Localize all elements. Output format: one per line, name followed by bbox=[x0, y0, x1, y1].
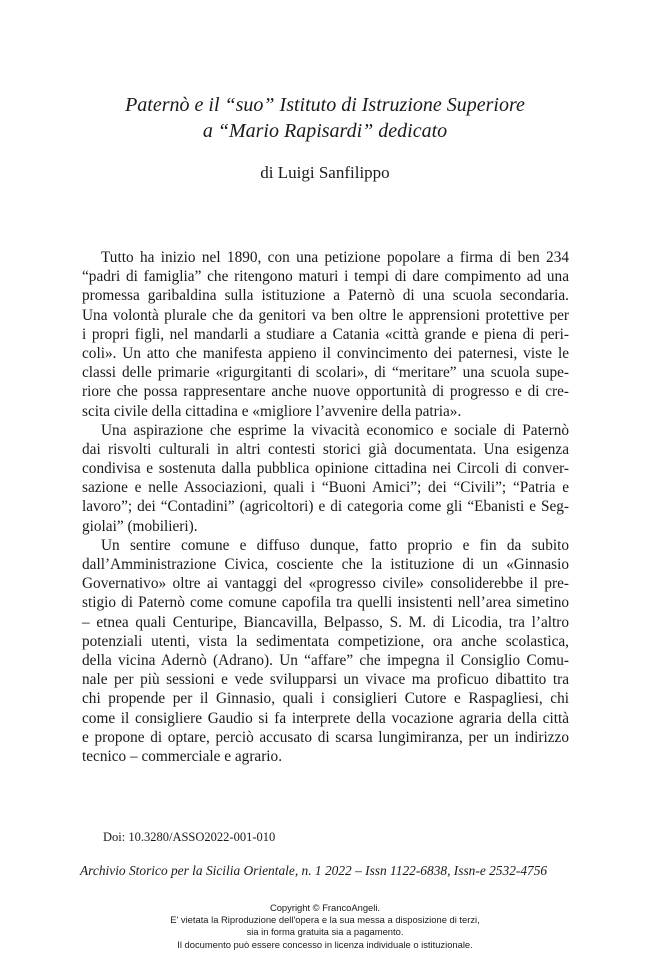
body-line: potenziali utenti, vista la sedimentata competizione, ora anche scolastica, bbox=[82, 632, 569, 650]
body-line: – etnea quali Centuripe, Biancavilla, Belpasso, S. M. di Licodia, tra l’altro bbox=[82, 613, 569, 631]
body-line: scita civile della cittadina e «migliore l’avvenire della patria». bbox=[82, 402, 462, 420]
doi-line: Doi: 10.3280/ASSO2022-001-010 bbox=[103, 830, 276, 844]
body-line: dai risvolti culturali in altri contesti storici già documentata. Una esigenza bbox=[82, 440, 569, 458]
copyright-line-2: E' vietata la Riproduzione dell'opera e la sua messa a disposizione di terzi, bbox=[170, 914, 480, 926]
body-line: promessa garibaldina sulla istituzione a Paternò di una scuola secondaria. bbox=[82, 287, 569, 305]
body-line: della vicina Adernò (Adrano). Un “affare” che impegna il Consiglio Comu- bbox=[82, 651, 569, 669]
body-line: Una aspirazione che esprime la vivacità economico e sociale di Paternò bbox=[101, 421, 569, 439]
title-line-2: a “Mario Rapisardi” dedicato bbox=[202, 120, 448, 142]
body-line: chi propende per il Ginnasio, quali i consiglieri Cutore e Raspagliesi, chi bbox=[82, 690, 569, 708]
body-line: Una volontà plurale che da genitori va ben oltre le apprensioni protettive per bbox=[82, 306, 569, 324]
copyright-line-3: sia in forma gratuita sia a pagamento. bbox=[246, 926, 404, 938]
body-line: coli». Un atto che manifesta appieno il convincimento dei paternesi, viste le bbox=[82, 344, 569, 362]
body-line: come il consigliere Gaudio si fa interprete della vocazione agraria della città bbox=[82, 709, 569, 727]
article-title bbox=[60, 92, 590, 144]
body-line: condivisa e sostenuta dalla pubblica opinione cittadina nei Circoli di conver- bbox=[82, 460, 569, 478]
body-line: lavoro”; dei “Contadini” (agricoltori) e di categoria come gli “Ebanisti e Seg- bbox=[82, 498, 569, 516]
body-line: tecnico – commerciale e agrario. bbox=[82, 747, 283, 765]
journal-citation: Archivio Storico per la Sicilia Orientale, n. 1 2022 – Issn 1122-6838, Issn-e 2532-4756 bbox=[80, 863, 548, 878]
body-line: sazione e nelle Associazioni, quali i “Buoni Amici”; dei “Civili”; “Patria e bbox=[82, 479, 569, 497]
copyright-notice bbox=[0, 902, 650, 951]
body-line: classi delle primarie «rigurgitanti di scolari», di “meritare” una scuola supe- bbox=[82, 364, 569, 382]
body-line: e propone di optare, perciò accusato di scarsa lungimiranza, per un indirizzo bbox=[82, 728, 569, 746]
body-line: “padri di famiglia” che ritengono maturi i tempi di dare compimento ad una bbox=[82, 268, 569, 286]
body-line: Governativo» oltre ai vantaggi del «progresso civile» consoliderebbe il pre- bbox=[82, 575, 569, 593]
body-line: nale per più sessioni e vede svilupparsi un vivace ma proficuo dibattito tra bbox=[82, 671, 569, 689]
body-line: giolai” (mobilieri). bbox=[82, 517, 198, 535]
article-body bbox=[82, 248, 569, 766]
body-line: Tutto ha inizio nel 1890, con una petizione popolare a firma di ben 234 bbox=[101, 249, 569, 266]
copyright-line-4: Il documento può essere concesso in licenza individuale o istituzionale. bbox=[177, 938, 473, 950]
copyright-line-1: Copyright © FrancoAngeli. bbox=[269, 902, 381, 913]
body-line: dall’Amministrazione Civica, cosciente che la istituzione di un «Ginnasio bbox=[82, 556, 569, 573]
body-line: stigio di Paternò come comune capofila tra quelli insistenti nell’area simetino bbox=[82, 594, 569, 612]
body-line: i propri figli, nel mandarli a studiare a Catania «città grande e piena di peri- bbox=[82, 325, 569, 343]
body-line: riore che possa rappresentare anche nuove opportunità di progresso e di cre- bbox=[82, 383, 569, 401]
body-line: Un sentire comune e diffuso dunque, fatto proprio e fin da subito bbox=[101, 536, 569, 554]
title-line-1: Paternò e il “suo” Istituto di Istruzione Superiore bbox=[125, 94, 525, 116]
article-author: di Luigi Sanfilippo bbox=[260, 163, 390, 182]
